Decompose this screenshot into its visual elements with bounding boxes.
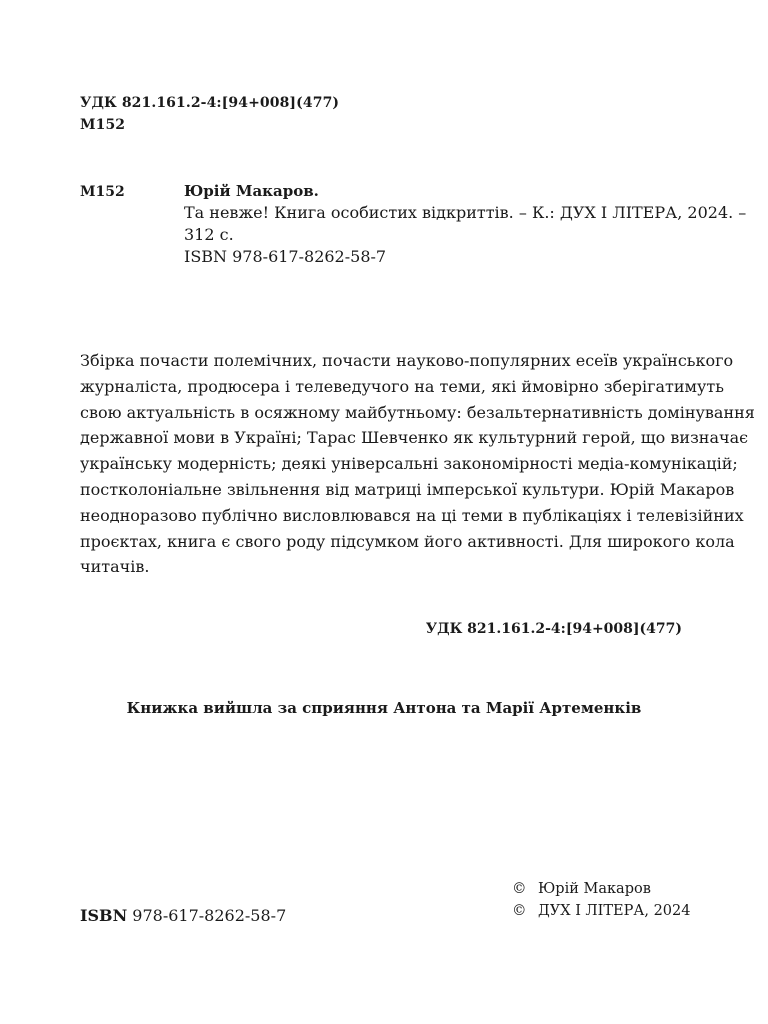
annotation-line: постколоніальне звільнення від матриці імперської культури. Юрій Макаров: [80, 479, 735, 499]
annotation-line: журналіста, продюсера і телеведучого на теми, які ймовірно зберігатимуть: [80, 376, 724, 396]
copyright-icon: ©: [512, 881, 527, 897]
annotation-line: неодноразово публічно висловлювався на ці теми в публікаціях і телевізійних: [80, 505, 744, 525]
copyright-block: [512, 878, 690, 922]
isbn-number: 978-617-8262-58-7: [132, 906, 287, 925]
annotation-paragraph: [80, 348, 755, 580]
author-sign-top: М152: [80, 117, 126, 133]
biblio-title-line: Та невже! Книга особистих відкриттів. – К.: ДУХ І ЛІТЕРА, 2024. –: [184, 203, 747, 222]
copyright-row: [512, 900, 690, 922]
copyright-row: [512, 878, 690, 900]
annotation-line: державної мови в Україні; Тарас Шевченко як культурний герой, що визначає: [80, 428, 749, 448]
biblio-author: Юрій Макаров.: [184, 182, 319, 200]
annotation-line: Збірка почасти полемічних, почасти науково-популярних есеїв українського: [80, 351, 734, 370]
annotation-line: читачів.: [80, 557, 150, 577]
biblio-isbn: ISBN 978-617-8262-58-7: [184, 247, 387, 266]
bibliographic-record: [184, 180, 747, 268]
isbn-label: ISBN: [80, 906, 128, 925]
isbn-bottom: [80, 905, 286, 927]
udk-code-top: УДК 821.161.2-4:[94+008](477): [80, 95, 340, 111]
copyright-holder: ДУХ І ЛІТЕРА, 2024: [538, 903, 691, 919]
copyright-icon: ©: [512, 903, 527, 919]
annotation-line: свою актуальність в осяжному майбутньому: безальтернативність домінування: [80, 402, 755, 422]
copyright-holder: Юрій Макаров: [538, 881, 651, 897]
udk-code-bottom: УДК 821.161.2-4:[94+008](477): [425, 621, 682, 637]
annotation-line: проєктах, книга є свого роду підсумком його активності. Для широкого кола: [80, 531, 735, 551]
udk-header: [80, 92, 339, 136]
annotation-line: українську модерність; деякі універсальні закономірності медіа-комунікацій;: [80, 454, 738, 474]
biblio-pages-line: 312 с.: [184, 225, 234, 244]
sponsor-note: Книжка вийшла за сприяння Антона та Марії Артеменків: [126, 699, 642, 717]
author-sign-biblio: М152: [80, 184, 125, 200]
